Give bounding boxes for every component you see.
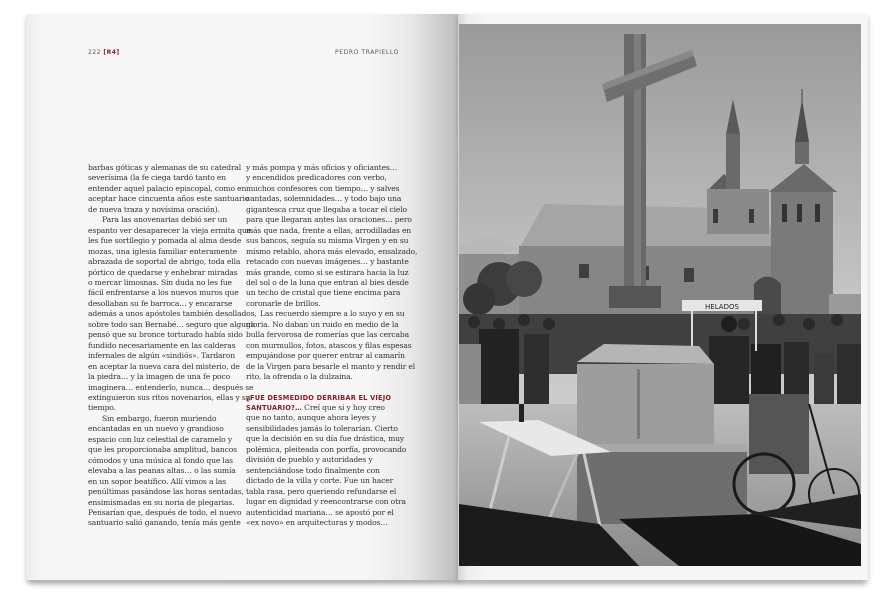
text-line: Las recuerdo siempre a lo suyo y en su: [260, 309, 405, 319]
question-heading-line-1: [246, 393, 414, 403]
text-line: Sin embargo, fueron muriendo: [102, 413, 217, 423]
text-line: bulla fervorosa de romerías que las cercaba: [246, 330, 409, 340]
text-line: pensó que su bronce torturado había sido: [88, 330, 243, 340]
text-line: infernales de algún «sindiós». Tardaron: [88, 351, 236, 361]
answer-paragraph: [246, 413, 414, 528]
question-heading-end: SANTUARIO?…: [246, 403, 302, 412]
text-line: mismo retablo, ahora más elevado, ensalzado,: [246, 246, 418, 256]
text-line: sensibilidades jamás lo tolerarían. Cierto: [246, 423, 398, 433]
text-line: de la Virgen para besarle el manto y rendir el: [246, 361, 415, 371]
sign-text: HELADOS: [705, 303, 739, 311]
text-line: encantadas en un nuevo y grandioso: [88, 424, 224, 434]
text-line: retacado con nuevas imágenes… y bastante: [246, 257, 409, 267]
text-line: Pensarían que, después de todo, el nuevo: [88, 507, 242, 517]
text-line: y encendidos predicadores con verbo,: [246, 173, 387, 183]
text-line: severísima (la fe ciega tardó tanto en: [88, 173, 226, 183]
text-line: penúltimas pasándose las horas sentadas,: [88, 487, 244, 497]
text-line: espacio con luz celestial de caramelo y: [88, 434, 232, 444]
running-head-author: PEDRO TRAPIELLO: [335, 49, 399, 56]
text-line: gloria. No daban un ruido en medio de la: [246, 319, 399, 329]
text-line: espanto ver desaparecer la vieja ermita que: [88, 225, 252, 235]
text-line: división de pueblo y autoridades y: [246, 455, 373, 465]
text-line: cantadas, solemnidades… y todo bajo una: [246, 194, 402, 204]
text-line: en un sopor beatífico. Allí vimos a las: [88, 476, 226, 486]
text-line: sobre todo san Bernabé… seguro que alguna: [88, 319, 255, 329]
text-line: o mercar limosnas. Sin duda no les fue: [88, 277, 232, 287]
text-line: dictado de la villa y corte. Fue un hacer: [246, 476, 394, 486]
text-line: más que nada, frente a ellas, arrodilladas en: [246, 225, 412, 235]
text-line: aceptar hace cincuenta años este santuario: [88, 194, 250, 204]
text-line: Para las anovenarias debió ser un: [102, 215, 228, 225]
text-line: les fue sortilegio y pomada al alma desde: [88, 236, 242, 246]
text-line: fácil enfrentarse a los nuevos muros que: [88, 288, 239, 298]
text-line: pórtico de quedarse y enhebrar miradas: [88, 267, 238, 277]
text-line: rito, la ofrenda o la dulzaina.: [246, 372, 353, 382]
text-line: barbas góticas y alemanas de su catedral: [88, 163, 242, 172]
page-number: 222: [88, 49, 101, 56]
text-line: de nueva traza y novísima oración).: [88, 204, 220, 214]
photograph-cross-and-sanctuary: [459, 24, 861, 566]
folio: [88, 49, 120, 56]
column-2-paragraphs: [246, 163, 418, 383]
text-line: abrazada de soportal de abrigo, toda ella: [88, 257, 241, 267]
text-column-1: [88, 163, 257, 529]
text-line: del sol o de la luna que entran al bies desde: [246, 277, 409, 287]
text-line: muchos confesores con tiempo… y salves: [246, 183, 400, 193]
text-line: imaginera… entenderlo, nunca… después se: [88, 382, 254, 392]
answer-start: Creí que sí y hoy creo: [301, 402, 385, 412]
text-line: empujándose por querer entrar al camarín: [246, 351, 405, 361]
text-line: elevaba a las peanas altas… o las sumía: [88, 466, 236, 476]
text-line: sus bancos, seguía su misma Virgen y en su: [246, 236, 409, 246]
text-line: que no tanto, aunque ahora leyes y: [246, 413, 377, 423]
question-heading: ¿FUE DESMEDIDO DERRIBAR EL VIEJO: [246, 393, 392, 402]
text-line: coronarle de brillos.: [246, 298, 321, 308]
photo-illustration: [459, 24, 861, 566]
text-line: lugar en dignidad y reencontrarse con otra: [246, 497, 406, 507]
text-line: tiempo.: [88, 403, 116, 413]
text-line: extinguieron sus ritos novenarios, ellas y su: [88, 392, 251, 402]
text-line: cómodos y una música al fondo que las: [88, 455, 233, 465]
text-line: en aceptar la nueva cara del misterio, de: [88, 361, 240, 371]
text-line: sentenciándose todo finalmente con: [246, 465, 380, 475]
text-line: entender aquel palacio episcopal, como en: [88, 183, 247, 193]
text-line: que les proporcionaba amplitud, bancos: [88, 445, 237, 455]
text-line: la piedra… y la imagen de una fe poco: [88, 372, 230, 382]
text-line: un techo de cristal que tiene encima para: [246, 288, 401, 298]
text-line: para que llegaran antes las oraciones… pero: [246, 215, 412, 225]
text-line: que la decisión en su día fue drástica, muy: [246, 434, 405, 444]
section-tag: [R4]: [103, 49, 120, 56]
text-line: tabla rasa, pero queriendo refundarse el: [246, 486, 397, 496]
text-line: y más pompa y más oficios y oficiantes…: [246, 163, 398, 172]
text-line: ensimismadas en su noria de plegarias.: [88, 497, 235, 507]
text-line: autenticidad mariana… se apostó por el: [246, 507, 394, 517]
text-line: santuario salió ganando, tenía más gente: [88, 518, 241, 528]
text-line: fundido necesariamente en las calderas: [88, 340, 236, 350]
spread-shadow: [30, 580, 865, 588]
text-column-2: [246, 163, 418, 528]
text-line: gigantesca cruz que llegaba a tocar el cielo: [246, 204, 407, 214]
text-line: «ex novo» en arquitecturas y modos…: [246, 517, 388, 527]
text-line: polémica, pleiteada con porfía, provocando: [246, 444, 407, 454]
text-line: con murmullos, fotos, atascos y filas espesas: [246, 340, 412, 350]
question-heading-line-2: [246, 403, 414, 413]
text-line: mozas, una iglesia familiar enteramente: [88, 246, 237, 256]
text-line: desollaban su fe barroca… y encararse: [88, 298, 233, 308]
text-line: más grande, como si se estirara hacia la luz: [246, 267, 409, 277]
text-line: además a unos apóstoles también desollados,: [88, 309, 257, 319]
